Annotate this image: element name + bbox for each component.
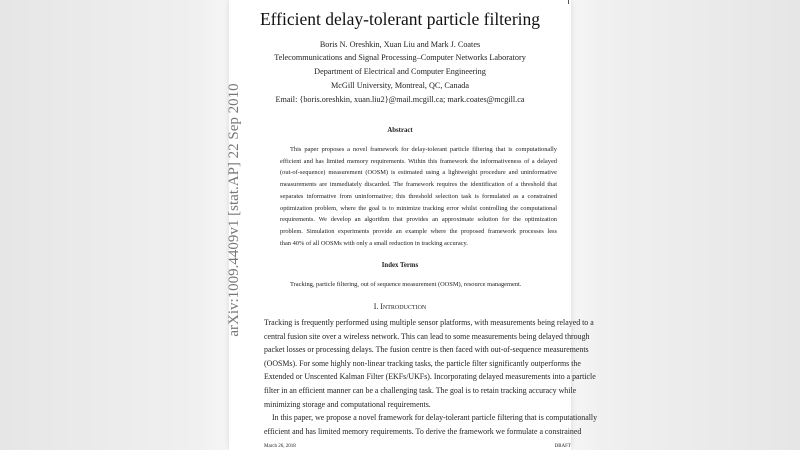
footer-date: March 26, 2018 xyxy=(264,444,296,449)
arxiv-stamp: arXiv:1009.4409v1 [stat.AP] 22 Sep 2010 xyxy=(226,83,242,337)
affiliation-university: McGill University, Montreal, QC, Canada xyxy=(331,81,469,90)
text-line: filter in an efficient manner can be a challenging task. The goal is to retain tracking accuracy while xyxy=(264,386,577,395)
text-line: optimization problem, where the goal is to minimize tracking error whilst controlling the computational xyxy=(280,204,557,212)
text-line: (out-of-sequence) measurement (OOSM) is estimated using a lightweight procedure and uninformative xyxy=(280,169,557,177)
text-line: In this paper, we propose a novel framework for delay-tolerant particle filtering that is computationally xyxy=(272,413,598,423)
text-line: Extended or Unscented Kalman Filter (EKFs/UKFs). Incorporating delayed measurements into a particle xyxy=(264,372,596,382)
author-emails: Email: {boris.oreshkin, xuan.liu2}@mail.mcgill.ca; mark.coates@mcgill.ca xyxy=(275,95,525,104)
footer-draft: DRAFT xyxy=(554,444,571,449)
text-line: efficient and has limited memory requirements. Within this framework the informativeness of a delayed xyxy=(280,157,557,165)
text-line: This paper proposes a novel framework for delay-tolerant particle filtering that is computationally xyxy=(290,146,557,153)
affiliation-lab: Telecommunications and Signal Processing–Computer Networks Laboratory xyxy=(274,53,526,62)
text-line: efficient and has limited memory requirements. To derive the framework we formulate a constrained xyxy=(264,426,582,436)
authors: Boris N. Oreshkin, Xuan Liu and Mark J. Coates xyxy=(319,40,481,49)
text-line: Tracking is frequently performed using multiple sensor platforms, with measurements being relayed to a xyxy=(264,318,594,327)
text-line: minimizing storage and computational requirements. xyxy=(264,399,431,409)
text-line: than 40% of all OOSMs with only a small reduction in tracking accuracy. xyxy=(280,239,468,247)
index-terms-heading: Index Terms xyxy=(381,262,419,269)
scroll-marker xyxy=(568,0,569,4)
index-terms: Tracking, particle filtering, out of sequence measurement (OOSM), resource management. xyxy=(290,281,522,288)
abstract-heading: Abstract xyxy=(387,127,413,134)
text-line: (OOSMs). For some highly non-linear tracking tasks, the particle filter significantly outperforms the xyxy=(264,358,581,368)
affiliation-dept: Department of Electrical and Computer Engineering xyxy=(314,67,486,76)
text-line: separates informative from uninformative; this threshold selection task is formulated as a constrained xyxy=(280,192,557,200)
paper-title: Efficient delay-tolerant particle filtering xyxy=(259,9,541,29)
section-heading-introduction: I. Introduction xyxy=(373,302,427,311)
text-line: packet losses or processing delays. The fusion centre is then faced with out-of-sequence measurements xyxy=(264,345,589,355)
text-line: central fusion site over a wireless network. This can lead to some measurements being delayed through xyxy=(264,331,590,341)
text-line: measurements are immediately discarded. The framework requires the identification of a threshold that xyxy=(280,181,557,189)
text-line: problem. Simulation experiments provide an example where the proposed framework processes less xyxy=(280,227,557,235)
text-line: requirements. We develop an algorithm that provides an approximate solution for the optimization xyxy=(280,216,557,224)
